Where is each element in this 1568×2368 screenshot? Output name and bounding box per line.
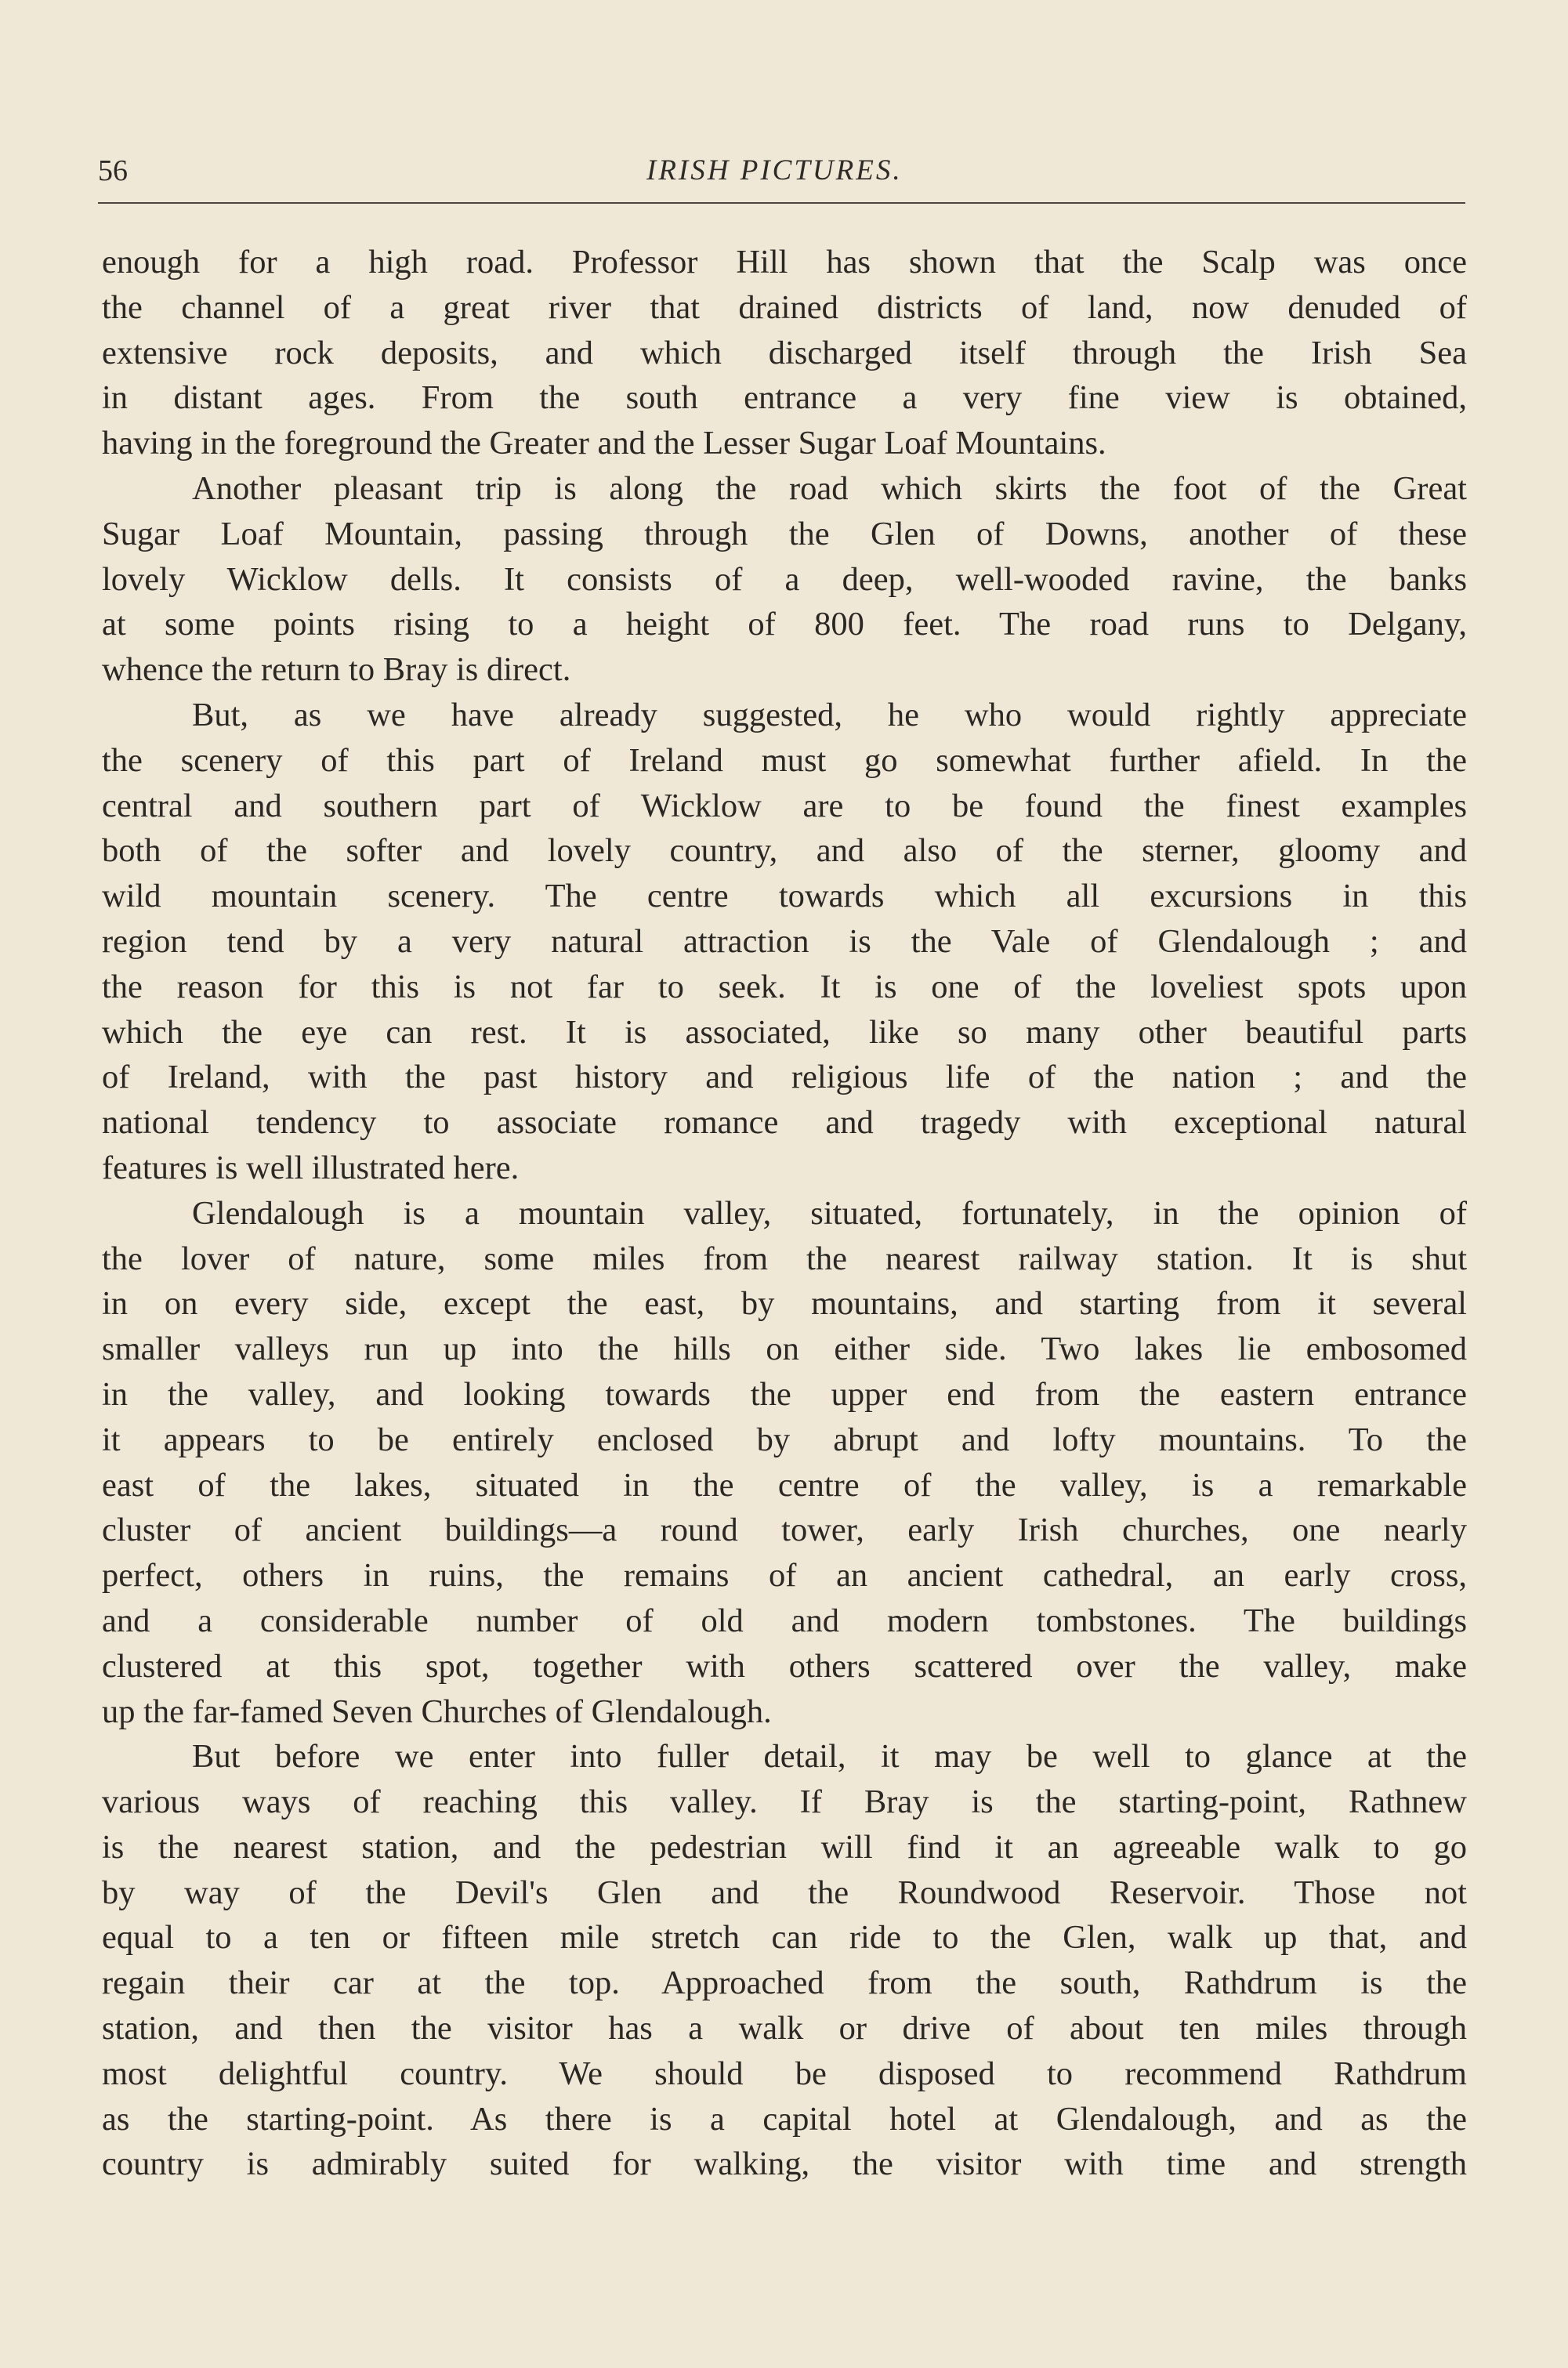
text-line: the lover of nature, some miles from the nearest railway station. It is shut: [102, 1240, 1467, 1277]
text-line: and a considerable number of old and modern tombstones. The buildings: [102, 1602, 1467, 1639]
running-head: [98, 154, 1463, 191]
text-line: at some points rising to a height of 800 feet. The road runs to Delgany,: [102, 606, 1467, 643]
text-line: smaller valleys run up into the hills on either side. Two lakes lie embosomed: [102, 1331, 1467, 1368]
text-line: as the starting-point. As there is a capital hotel at Glendalough, and as the: [102, 2100, 1467, 2138]
paragraph: [102, 1191, 1467, 1735]
text-line: in the valley, and looking towards the upper end from the eastern entrance: [102, 1375, 1467, 1413]
text-line: both of the softer and lovely country, and also of the sterner, gloomy and: [102, 832, 1467, 870]
text-line: region tend by a very natural attraction is the Vale of Glendalough ; and: [102, 922, 1467, 960]
page-number: 56: [98, 154, 128, 187]
text-line: the reason for this is not far to seek. It is one of the loveliest spots upon: [102, 968, 1467, 1005]
text-line: station, and then the visitor has a walk or drive of about ten miles through: [102, 2010, 1467, 2048]
paragraph: [102, 1734, 1467, 2187]
text-line: Sugar Loaf Mountain, passing through the Glen of Downs, another of these: [102, 515, 1467, 552]
text-line: the scenery of this part of Ireland must go somewhat further afield. In the: [102, 741, 1467, 779]
text-line: up the far-famed Seven Churches of Glendalough.: [102, 1693, 772, 1730]
text-line: cluster of ancient buildings—a round tower, early Irish churches, one nearly: [102, 1512, 1467, 1549]
running-title: IRISH PICTURES.: [646, 154, 903, 186]
text-line: extensive rock deposits, and which discharged itself through the Irish Sea: [102, 334, 1467, 371]
text-line: But before we enter into fuller detail, it may be well to glance at the: [192, 1738, 1467, 1776]
text-line: country is admirably suited for walking, the visitor with time and strength: [102, 2145, 1467, 2183]
text-line: perfect, others in ruins, the remains of an ancient cathedral, an early cross,: [102, 1557, 1467, 1595]
text-line: regain their car at the top. Approached from the south, Rathdrum is the: [102, 1964, 1467, 2002]
text-line: by way of the Devil's Glen and the Roundwood Reservoir. Those not: [102, 1874, 1467, 1911]
paragraph: [102, 466, 1467, 693]
text-line: Another pleasant trip is along the road which skirts the foot of the Great: [192, 469, 1467, 507]
text-line: Glendalough is a mountain valley, situated, fortunately, in the opinion of: [192, 1194, 1467, 1232]
text-line: is the nearest station, and the pedestrian will find it an agreeable walk to go: [102, 1828, 1467, 1866]
body-text: [102, 240, 1467, 2187]
text-line: various ways of reaching this valley. If Bray is the starting-point, Rathnew: [102, 1783, 1467, 1821]
text-line: of Ireland, with the past history and religious life of the nation ; and the: [102, 1059, 1467, 1096]
text-line: national tendency to associate romance and tragedy with exceptional natural: [102, 1104, 1467, 1142]
header-rule: [98, 202, 1465, 204]
paragraph: [102, 693, 1467, 1191]
text-line: having in the foreground the Greater and the Lesser Sugar Loaf Mountains.: [102, 425, 1106, 462]
text-line: features is well illustrated here.: [102, 1149, 520, 1186]
text-line: whence the return to Bray is direct.: [102, 651, 571, 689]
paragraph: [102, 240, 1467, 466]
text-line: which the eye can rest. It is associated, like so many other beautiful parts: [102, 1013, 1467, 1051]
text-line: central and southern part of Wicklow are to be found the finest examples: [102, 787, 1467, 824]
text-line: But, as we have already suggested, he who would rightly appreciate: [192, 696, 1467, 733]
text-line: enough for a high road. Professor Hill has shown that the Scalp was once: [102, 244, 1467, 281]
text-line: clustered at this spot, together with others scattered over the valley, make: [102, 1647, 1467, 1685]
text-line: it appears to be entirely enclosed by abrupt and lofty mountains. To the: [102, 1421, 1467, 1458]
text-line: most delightful country. We should be disposed to recommend Rathdrum: [102, 2055, 1467, 2092]
text-line: in on every side, except the east, by mountains, and starting from it several: [102, 1285, 1467, 1323]
text-line: in distant ages. From the south entrance a very fine view is obtained,: [102, 379, 1467, 417]
text-line: wild mountain scenery. The centre towards which all excursions in this: [102, 878, 1467, 915]
text-line: east of the lakes, situated in the centre of the valley, is a remarkable: [102, 1466, 1467, 1504]
text-line: the channel of a great river that drained districts of land, now denuded of: [102, 288, 1467, 326]
text-line: lovely Wicklow dells. It consists of a deep, well-wooded ravine, the banks: [102, 560, 1467, 598]
text-line: equal to a ten or fifteen mile stretch can ride to the Glen, walk up that, and: [102, 1919, 1467, 1957]
